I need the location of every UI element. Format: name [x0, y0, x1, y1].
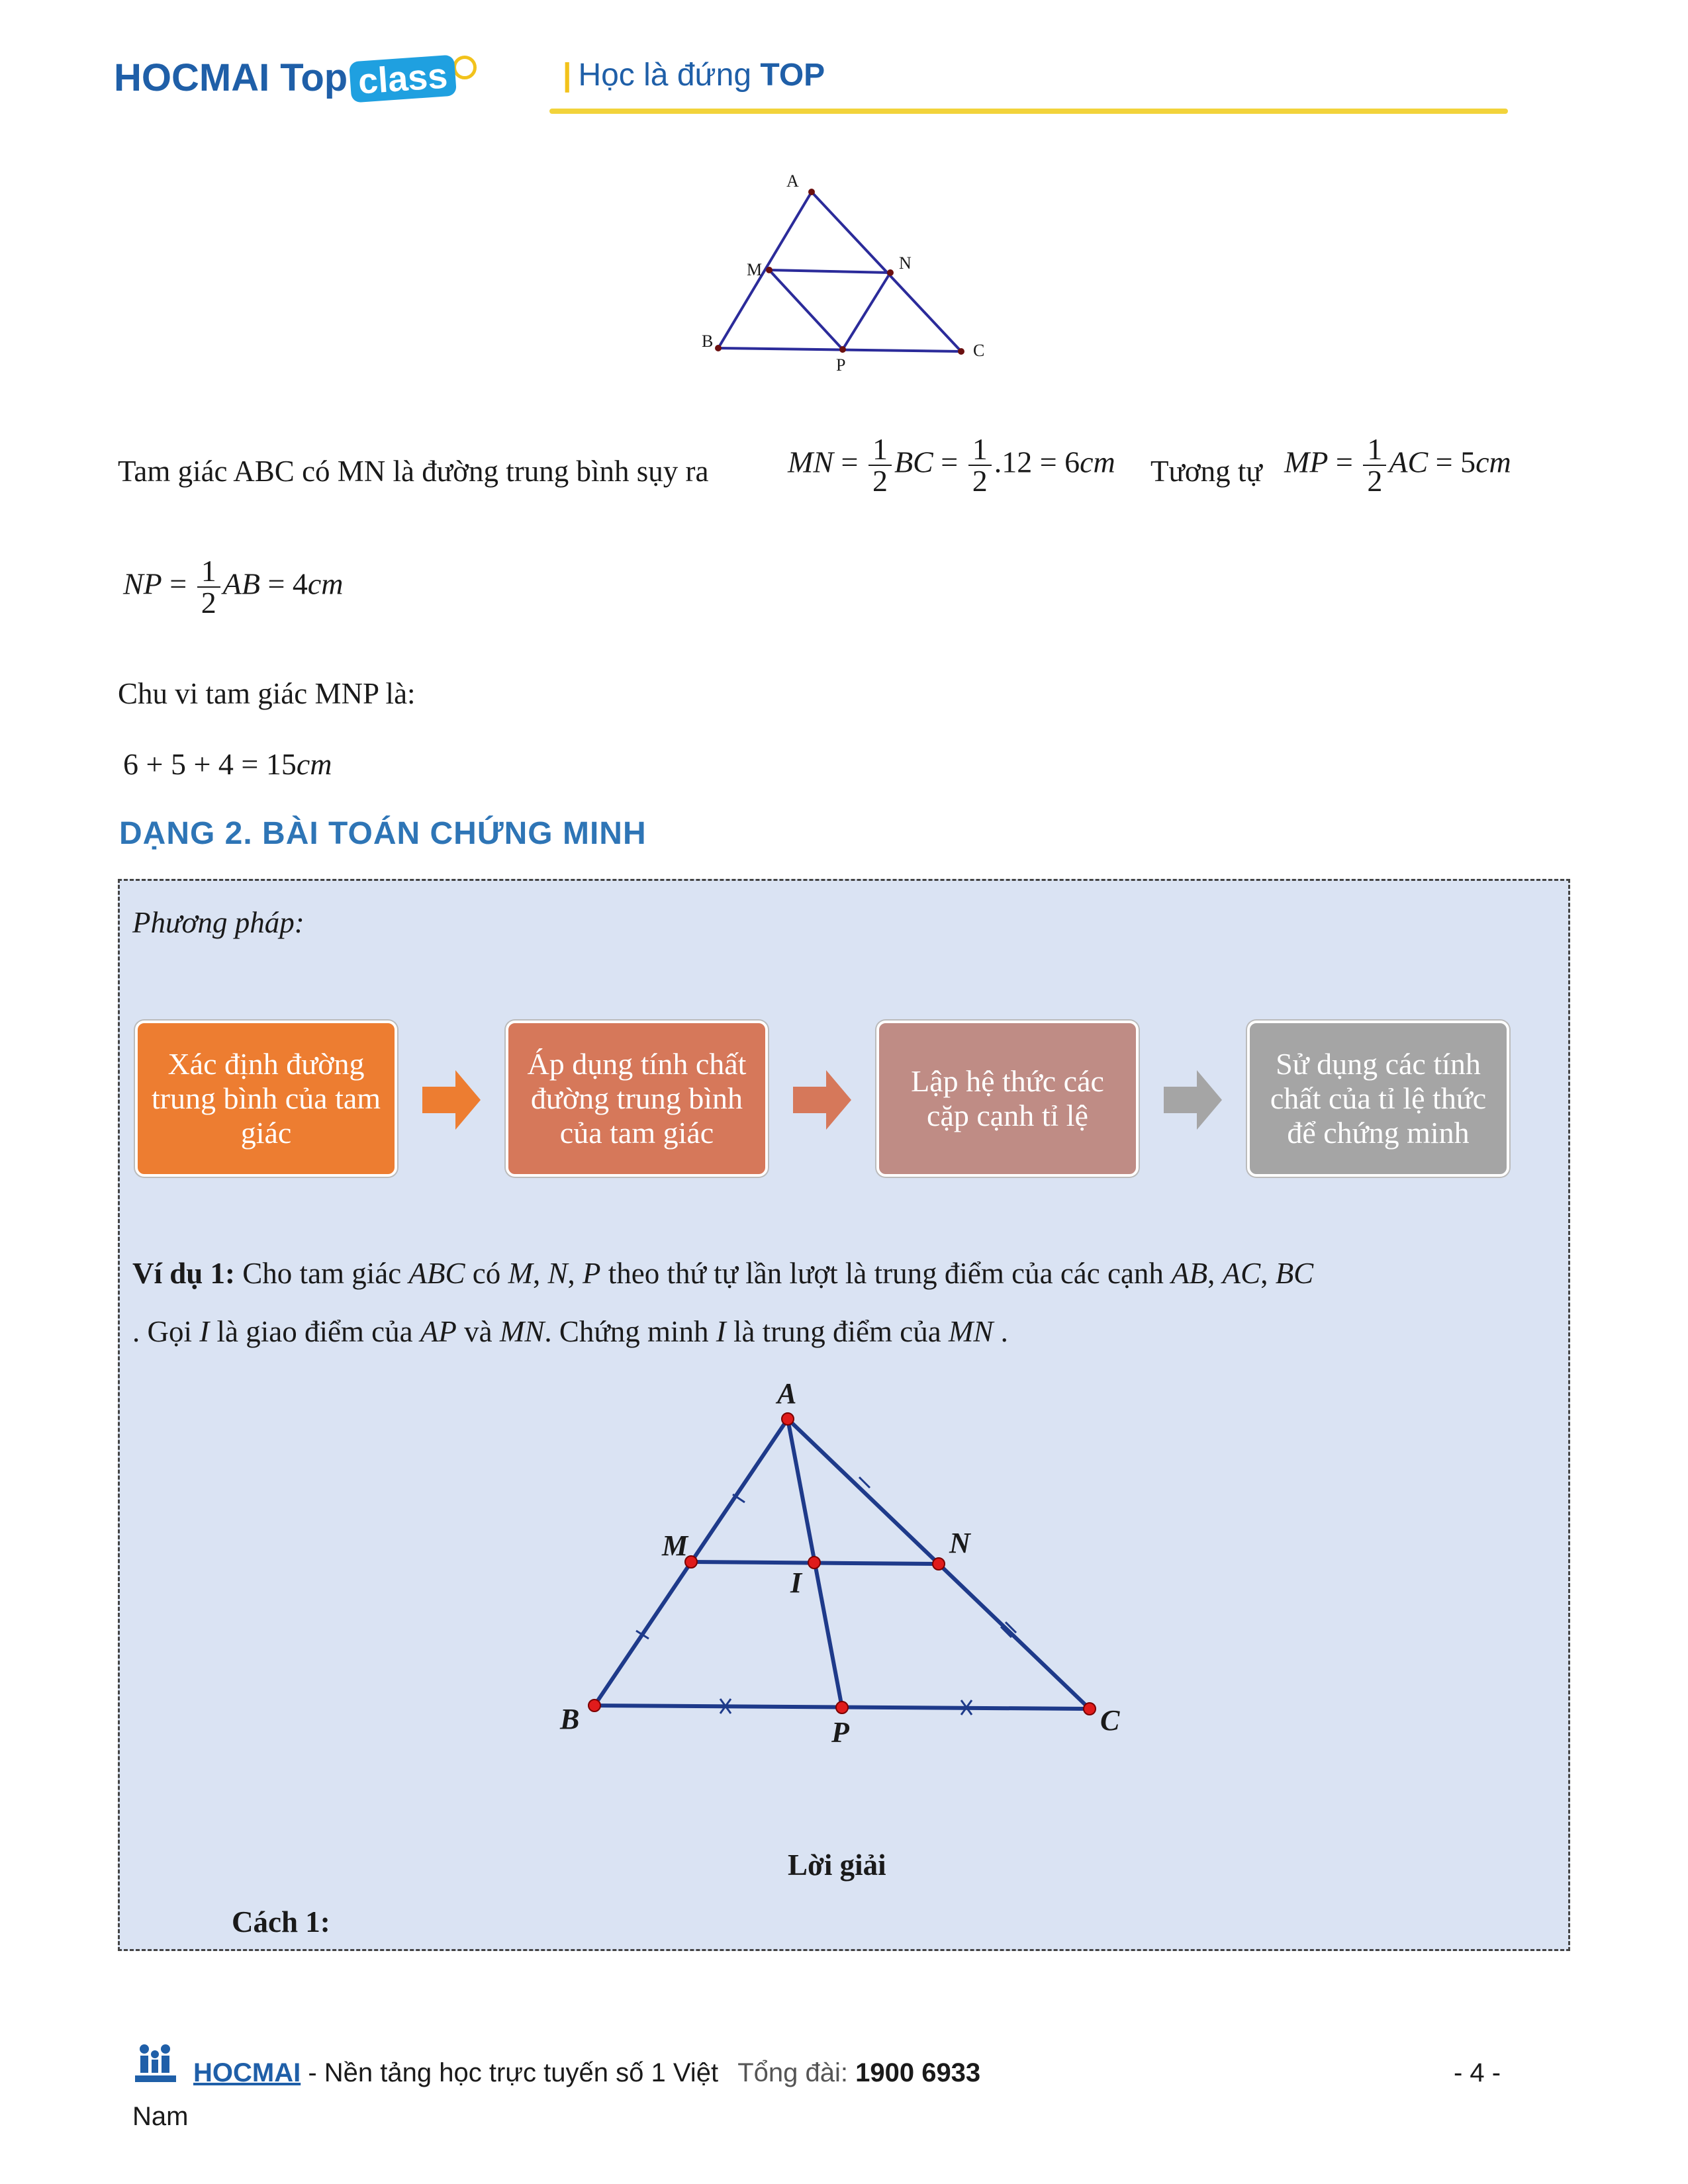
sun-icon — [453, 56, 477, 79]
answer-title: Lời giải — [788, 1848, 886, 1882]
label-c: C — [973, 341, 985, 360]
solution-np-math: NP = $\frac{1}{2}$ AB = 4cm — [123, 554, 344, 619]
triangle-figure-large — [543, 1377, 1178, 1760]
step-3-box: Lập hệ thức các cặp cạnh tỉ lệ — [876, 1021, 1139, 1177]
label-n: N — [899, 253, 912, 273]
arrow-icon — [793, 1067, 853, 1133]
logo-hocmai: HOCMAI — [114, 56, 270, 99]
step-2-box: Áp dụng tính chất đường trung bình của tam giác — [506, 1021, 768, 1177]
triangle-figure-small — [675, 165, 1046, 377]
label-b: B — [702, 332, 714, 351]
label-m: M — [662, 1529, 688, 1562]
perimeter-expression: 6 + 5 + 4 = 15cm — [123, 747, 332, 781]
tagline-prefix: Học là đứng — [578, 58, 752, 93]
example-line-2: . Gọi I là giao điểm của AP và MN. Chứng minh I là trung điểm của MN . — [132, 1315, 1008, 1348]
logo-class: class — [349, 55, 457, 103]
label-p: P — [836, 355, 846, 375]
label-a: A — [777, 1377, 797, 1410]
step-4-box: Sử dụng các tính chất của tỉ lệ thức để chứng minh — [1247, 1021, 1509, 1177]
label-n: N — [949, 1527, 970, 1559]
edge-mp — [769, 270, 843, 349]
solution-mp-math: MP = $\frac{1}{2}$ AC = 5cm — [1284, 432, 1511, 498]
footer-brand-link[interactable]: HOCMAI — [193, 2058, 301, 2087]
arrow-icon — [1164, 1067, 1223, 1133]
hotline-number: 1900 6933 — [855, 2058, 981, 2087]
method-1-label: Cách 1: — [232, 1905, 330, 1938]
solution-line-1-text: Tam giác ABC có MN là đường trung bình sụy ra — [118, 455, 709, 488]
similar-text: Tương tự — [1150, 455, 1262, 488]
example-label: Ví dụ 1: — [132, 1257, 236, 1290]
fraction-half: $\frac{1}{2}$ — [968, 434, 992, 496]
page-number: - 4 - — [1454, 2058, 1501, 2087]
hocmai-people-icon — [132, 2041, 179, 2087]
section-title: DẠNG 2. BÀI TOÁN CHỨNG MINH — [119, 816, 647, 851]
logo-top: Top — [280, 56, 348, 99]
tick-marks — [636, 1477, 1016, 1715]
perimeter-label: Chu vi tam giác MNP là: — [118, 677, 416, 710]
mn-symbol: MN — [788, 445, 833, 479]
tagline-emphasis: TOP — [760, 58, 825, 93]
step-1-box: Xác định đường trung bình của tam giác — [135, 1021, 397, 1177]
edge-np — [843, 273, 890, 349]
tagline: | Học là đứng TOP — [563, 58, 825, 93]
footer-continuation: Nam — [132, 2102, 189, 2131]
footer-line — [193, 2058, 980, 2088]
example-line-1: Ví dụ 1: Cho tam giác ABC có M, N, P theo thứ tự lần lượt là trung điểm của các cạnh AB, AC, BC — [132, 1257, 1314, 1290]
arrow-icon — [422, 1067, 482, 1133]
label-i: I — [790, 1567, 802, 1599]
fraction-half: $\frac{1}{2}$ — [197, 556, 220, 618]
method-label: Phương pháp: — [132, 906, 305, 939]
label-c: C — [1100, 1704, 1120, 1737]
label-p: P — [831, 1716, 849, 1749]
label-a: A — [786, 171, 799, 191]
fraction-half: $\frac{1}{2}$ — [868, 434, 892, 496]
solution-line-1-math: MN = $\frac{1}{2}$ BC = $\frac{1}{2}$ .12 = 6cm — [788, 432, 1115, 498]
footer-text: - Nền tảng học trực tuyến số 1 Việt — [308, 2058, 719, 2087]
edge-mn — [769, 270, 890, 273]
label-b: B — [560, 1703, 580, 1735]
fraction-half: $\frac{1}{2}$ — [1363, 434, 1386, 496]
label-m: M — [747, 260, 763, 279]
hotline-label: Tổng đài: — [737, 2058, 848, 2087]
brand-logo — [114, 56, 477, 100]
header-rule — [549, 109, 1508, 114]
